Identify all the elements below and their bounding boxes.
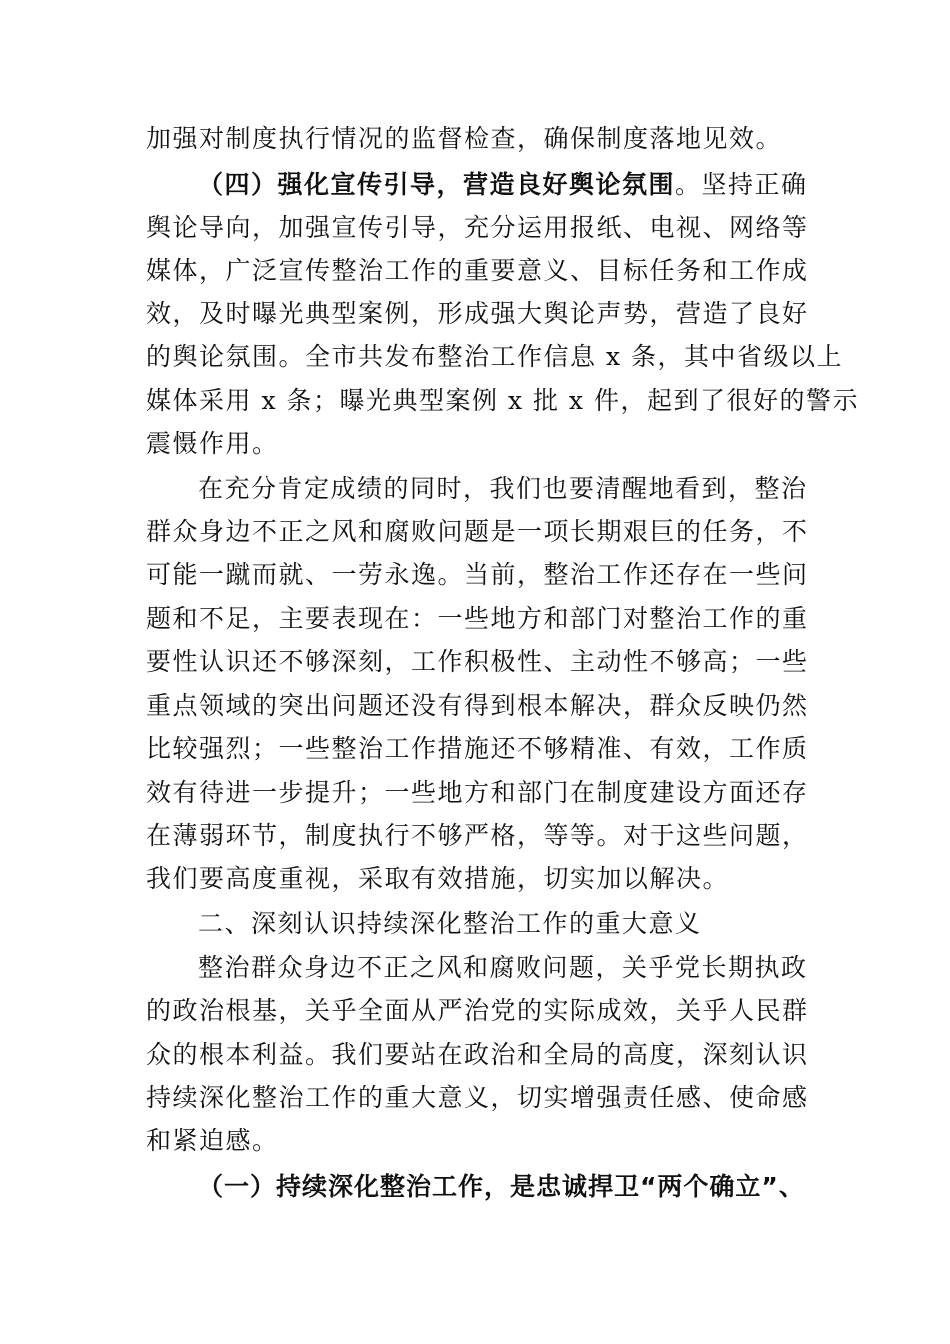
paragraph-line: 在充分肯定成绩的同时，我们也要清醒地看到，整治 [198, 474, 808, 503]
paragraph-line: 的舆论氛围。全市共发布整治工作信息 x 条，其中省级以上 [146, 342, 843, 371]
paragraph-line: 要性认识还不够深刻，工作积极性、主动性不够高；一些 [146, 647, 809, 676]
paragraph-line: 重点领域的突出问题还没有得到根本解决，群众反映仍然 [146, 691, 809, 720]
section-heading: 二、深刻认识持续深化整治工作的重大意义 [198, 909, 702, 938]
paragraph-line: 和紧迫感。 [146, 1126, 279, 1155]
paragraph-line: 群众身边不正之风和腐败问题是一项长期艰巨的任务，不 [146, 517, 809, 546]
subheading-1: （一）持续深化整治工作，是忠诚捍卫“两个确立”、 [198, 1172, 805, 1201]
paragraph-line: 舆论导向，加强宣传引导，充分运用报纸、电视、网络等 [146, 213, 809, 242]
paragraph-line: 在薄弱环节，制度执行不够严格，等等。对于这些问题， [146, 821, 809, 850]
paragraph-line: 效，及时曝光典型案例，形成强大舆论声势，营造了良好 [146, 299, 809, 328]
paragraph-line: 媒体采用 x 条；曝光典型案例 x 批 x 件，起到了很好的警示 [146, 386, 859, 415]
subheading-4-text: 。坚持正确 [675, 170, 808, 199]
paragraph-line: 加强对制度执行情况的监督检查，确保制度落地见效。 [146, 124, 783, 153]
paragraph-line: 震慑作用。 [146, 429, 279, 458]
paragraph-line: 的政治根基，关乎全面从严治党的实际成效，关乎人民群 [146, 996, 809, 1025]
paragraph-line: 整治群众身边不正之风和腐败问题，关乎党长期执政 [198, 953, 808, 982]
paragraph-line: 比较强烈；一些整治工作措施还不够精准、有效，工作质 [146, 734, 809, 763]
paragraph-line: 我们要高度重视，采取有效措施，切实加以解决。 [146, 864, 730, 893]
paragraph-line: 可能一蹴而就、一劳永逸。当前，整治工作还存在一些问 [146, 560, 809, 589]
subheading-4 [198, 170, 858, 200]
paragraph-line: 题和不足，主要表现在：一些地方和部门对整治工作的重 [146, 604, 809, 633]
paragraph-line: 众的根本利益。我们要站在政治和全局的高度，深刻认识 [146, 1040, 809, 1069]
paragraph-line: 持续深化整治工作的重大意义，切实增强责任感、使命感 [146, 1083, 809, 1112]
subheading-4-title: （四）强化宣传引导，营造良好舆论氛围 [198, 170, 676, 199]
paragraph-line: 媒体，广泛宣传整治工作的重要意义、目标任务和工作成 [146, 256, 809, 285]
paragraph-line: 效有待进一步提升；一些地方和部门在制度建设方面还存 [146, 778, 809, 807]
